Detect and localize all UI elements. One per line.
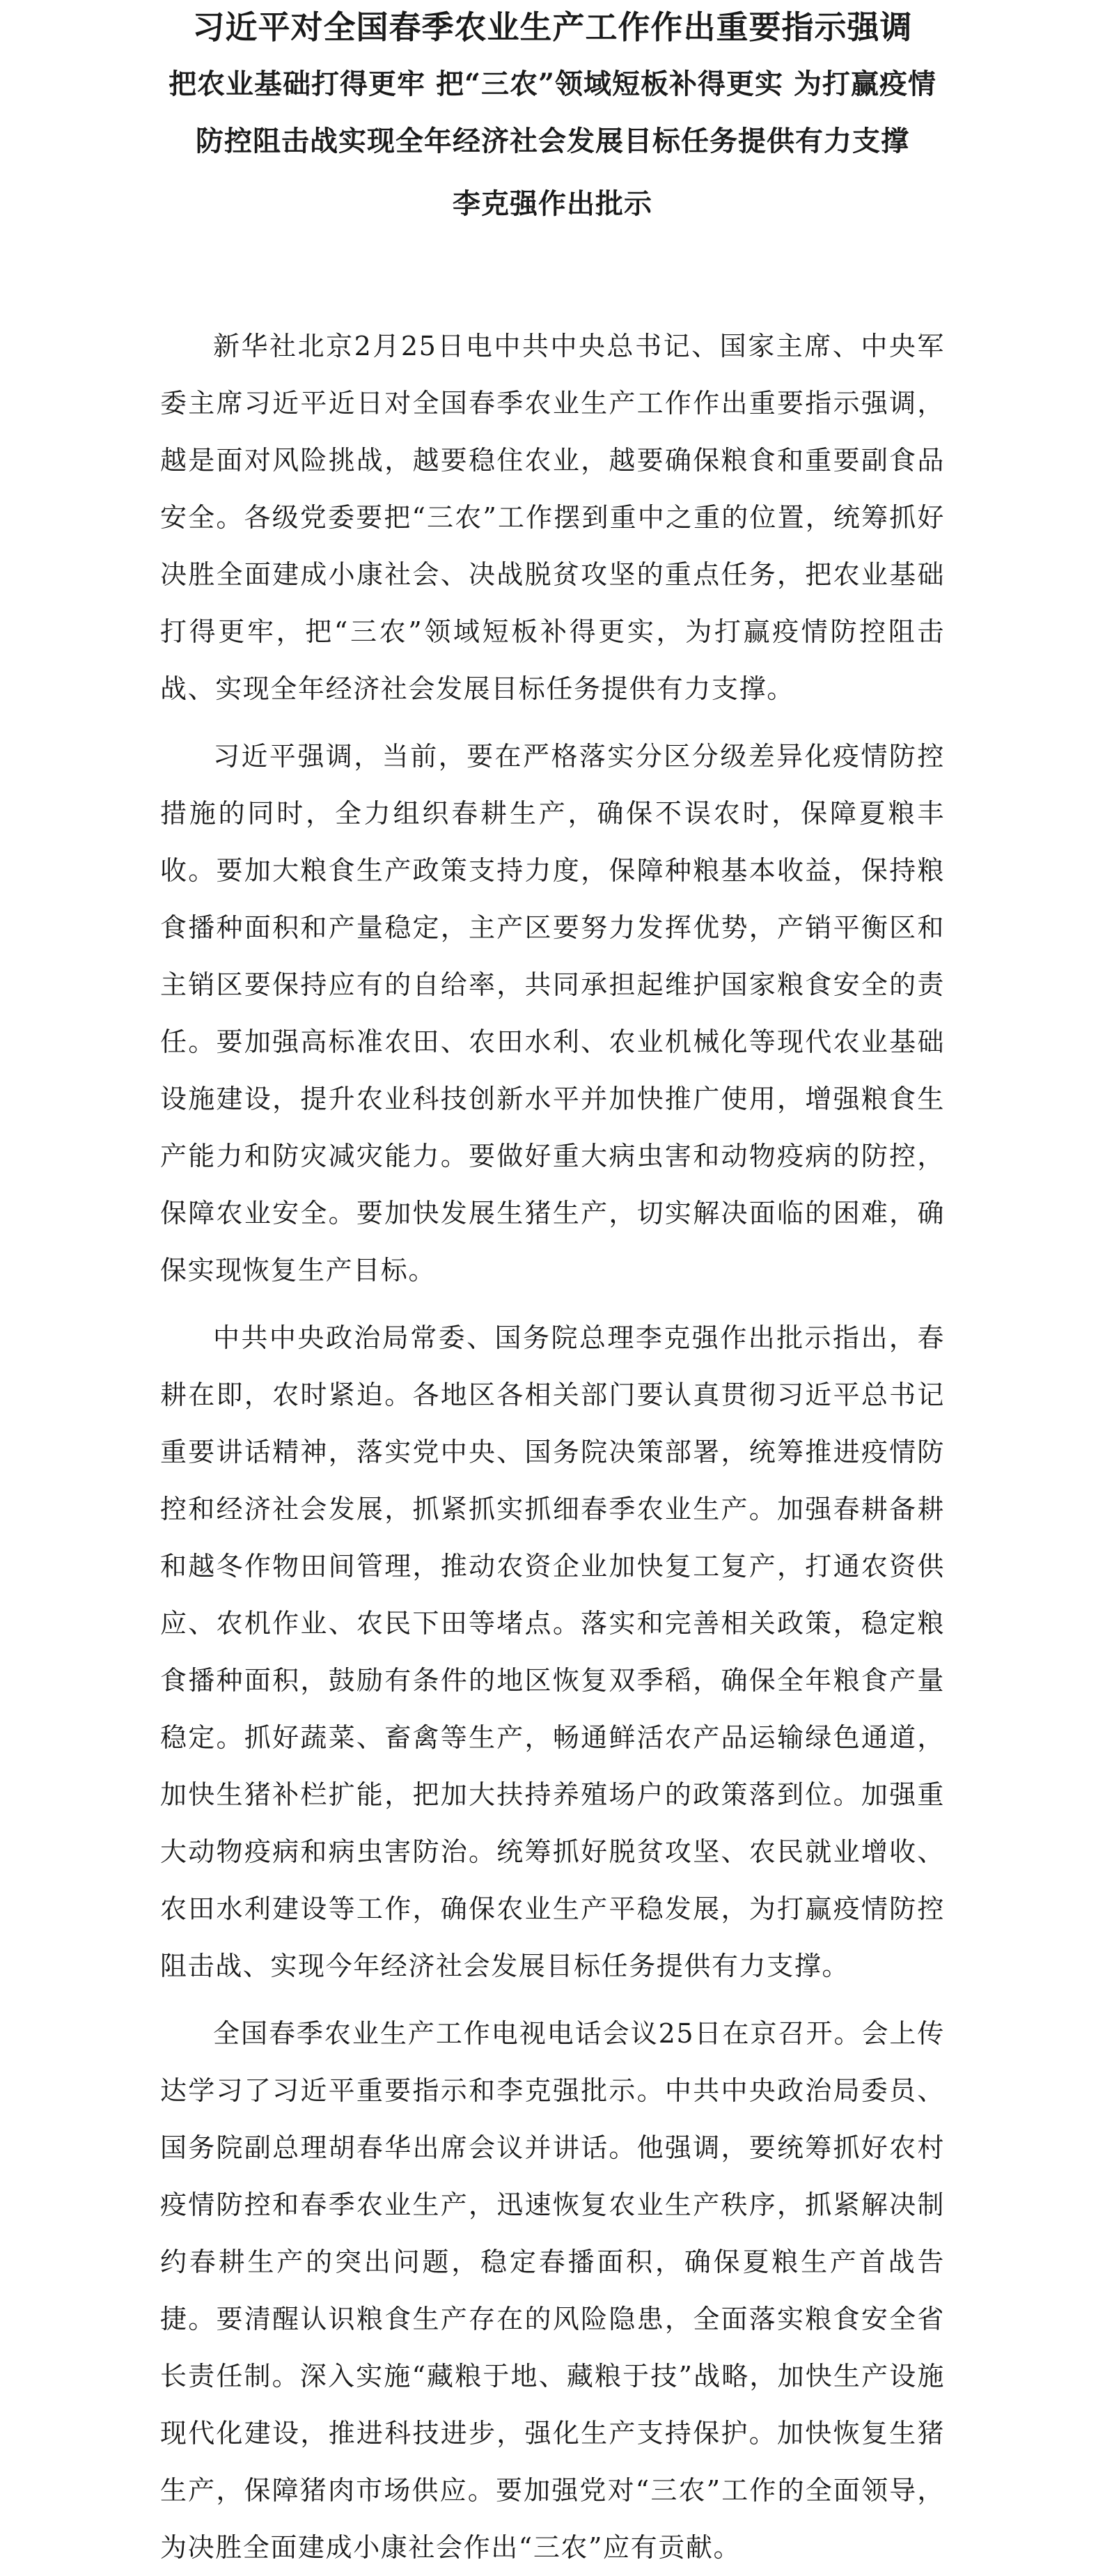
article-subtitle-line-3: 李克强作出批示 bbox=[453, 187, 652, 220]
article-subtitle-line-1: 把农业基础打得更牢 把“三农”领域短板补得更实 为打赢疫情 bbox=[169, 68, 936, 100]
article-paragraph: 习近平强调，当前，要在严格落实分区分级差异化疫情防控措施的同时，全力组织春耕生产，确保不误农时，保障夏粮丰收。要加大粮食生产政策支持力度，保障种粮基本收益，保持粮食播种面积和产量稳定，主产区要努力发挥优势，产销平衡区和主销区要保持应有的自给率，共同承担起维护国家粮食安全的责任。要加强高标准农田、农田水利、农业机械化等现代农业基础设施建设，提升农业科技创新水平并加快推广使用，增强粮食生产能力和防灾减灾能力。要做好重大病虫害和动物疫病的防控，保障农业安全。要加快发展生猪生产，切实解决面临的困难，确保实现恢复生产目标。 bbox=[160, 741, 945, 1286]
article-paragraph: 新华社北京2月25日电中共中央总书记、国家主席、中央军委主席习近平近日对全国春季农业生产工作作出重要指示强调，越是面对风险挑战，越要稳住农业，越要确保粮食和重要副食品安全。各级党委要把“三农”工作摆到重中之重的位置，统筹抓好决胜全面建成小康社会、决战脱贫攻坚的重点任务，把农业基础打得更牢，把“三农”领域短板补得更实，为打赢疫情防控阻击战、实现全年经济社会发展目标任务提供有力支撑。 bbox=[160, 331, 945, 704]
article-body bbox=[160, 318, 945, 2576]
article-paragraph: 全国春季农业生产工作电视电话会议25日在京召开。会上传达学习了习近平重要指示和李克强批示。中共中央政治局委员、国务院副总理胡春华出席会议并讲话。他强调，要统筹抓好农村疫情防控和春季农业生产，迅速恢复农业生产秩序，抓紧解决制约春耕生产的突出问题，稳定春播面积，确保夏粮生产首战告捷。要清醒认识粮食生产存在的风险隐患，全面落实粮食安全省长责任制。深入实施“藏粮于地、藏粮于技”战略，加快生产设施现代化建设，推进科技进步，强化生产支持保护。加快恢复生猪生产，保障猪肉市场供应。要加强党对“三农”工作的全面领导，为决胜全面建成小康社会作出“三农”应有贡献。 bbox=[160, 2018, 945, 2563]
article-subtitle-line-2: 防控阻击战实现全年经济社会发展目标任务提供有力支撑 bbox=[196, 125, 909, 157]
article-title: 习近平对全国春季农业生产工作作出重要指示强调 bbox=[192, 8, 913, 46]
article-paragraph: 中共中央政治局常委、国务院总理李克强作出批示指出，春耕在即，农时紧迫。各地区各相关部门要认真贯彻习近平总书记重要讲话精神，落实党中央、国务院决策部署，统筹推进疫情防控和经济社会发展，抓紧抓实抓细春季农业生产。加强春耕备耕和越冬作物田间管理，推动农资企业加快复工复产，打通农资供应、农机作业、农民下田等堵点。落实和完善相关政策，稳定粮食播种面积，鼓励有条件的地区恢复双季稻，确保全年粮食产量稳定。抓好蔬菜、畜禽等生产，畅通鲜活农产品运输绿色通道，加快生猪补栏扩能，把加大扶持养殖场户的政策落到位。加强重大动物疫病和病虫害防治。统筹抓好脱贫攻坚、农民就业增收、农田水利建设等工作，确保农业生产平稳发展，为打赢疫情防控阻击战、实现今年经济社会发展目标任务提供有力支撑。 bbox=[160, 1322, 945, 1981]
